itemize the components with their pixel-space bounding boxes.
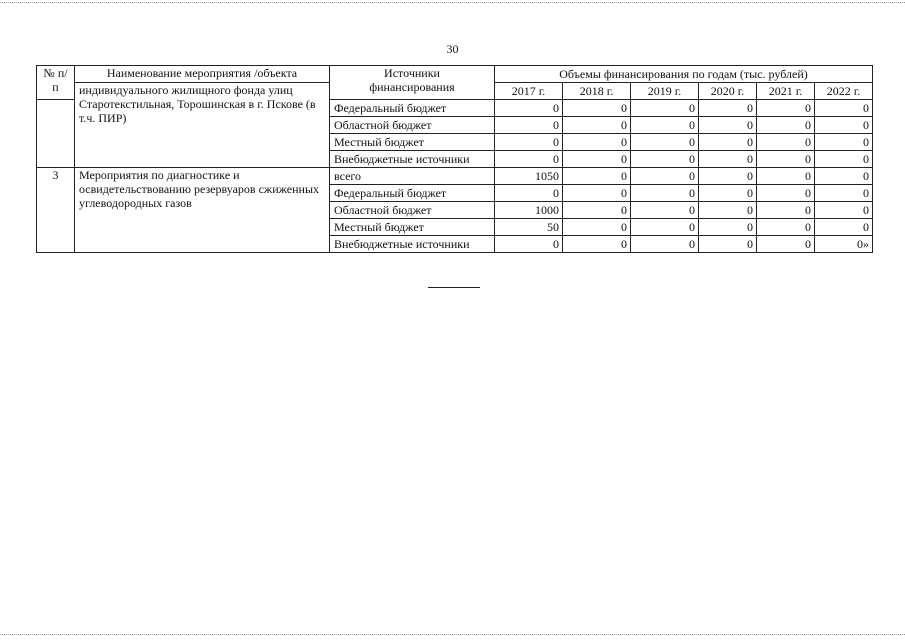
value-cell: 0	[699, 219, 757, 236]
value-cell: 0	[699, 185, 757, 202]
source-cell: Внебюджетные источники	[330, 151, 495, 168]
value-cell: 0	[563, 185, 631, 202]
source-cell: Местный бюджет	[330, 134, 495, 151]
source-cell: Местный бюджет	[330, 219, 495, 236]
value-cell: 0»	[815, 236, 873, 253]
header-row-1	[37, 66, 873, 83]
value-cell: 0	[757, 168, 815, 185]
value-cell: 0	[495, 117, 563, 134]
header-year: 2021 г.	[757, 83, 815, 100]
value-cell: 0	[699, 151, 757, 168]
header-sources: Источники финансирования	[330, 66, 495, 100]
value-cell: 0	[631, 202, 699, 219]
page-number: 30	[446, 42, 459, 56]
value-cell: 0	[699, 100, 757, 117]
value-cell: 0	[699, 168, 757, 185]
source-cell: Внебюджетные источники	[330, 236, 495, 253]
value-cell: 0	[699, 236, 757, 253]
value-cell: 0	[563, 168, 631, 185]
header-year: 2018 г.	[563, 83, 631, 100]
value-cell: 0	[495, 236, 563, 253]
value-cell: 0	[563, 100, 631, 117]
value-cell: 0	[631, 168, 699, 185]
financing-table	[36, 65, 873, 253]
header-year: 2017 г.	[495, 83, 563, 100]
value-cell: 0	[495, 151, 563, 168]
value-cell: 50	[495, 219, 563, 236]
header-year: 2020 г.	[699, 83, 757, 100]
value-cell: 0	[631, 100, 699, 117]
value-cell: 0	[495, 185, 563, 202]
header-volumes: Объемы финансирования по годам (тыс. рублей)	[495, 66, 873, 83]
value-cell: 0	[757, 185, 815, 202]
value-cell: 0	[815, 117, 873, 134]
row-number	[37, 100, 75, 168]
value-cell: 0	[563, 219, 631, 236]
value-cell: 0	[495, 134, 563, 151]
value-cell: 0	[757, 219, 815, 236]
header-year: 2022 г.	[815, 83, 873, 100]
value-cell: 0	[563, 236, 631, 253]
value-cell: 1000	[495, 202, 563, 219]
value-cell: 0	[563, 117, 631, 134]
event-name: Мероприятия по диагностике и освидетельствованию резервуаров сжиженных углеводородных газов	[75, 168, 330, 253]
header-num: № п/п	[37, 66, 75, 100]
value-cell: 0	[815, 219, 873, 236]
value-cell: 0	[699, 202, 757, 219]
value-cell: 0	[563, 202, 631, 219]
header-year: 2019 г.	[631, 83, 699, 100]
value-cell: 0	[815, 151, 873, 168]
value-cell: 0	[631, 134, 699, 151]
value-cell: 0	[757, 117, 815, 134]
event-name-continued: индивидуального жилищного фонда улиц Старотекстильная, Торошинская в г. Пскове (в т.ч. ПИР)	[75, 83, 330, 168]
value-cell: 0	[631, 185, 699, 202]
source-cell: всего	[330, 168, 495, 185]
source-cell: Федеральный бюджет	[330, 100, 495, 117]
source-cell: Федеральный бюджет	[330, 185, 495, 202]
value-cell: 0	[495, 100, 563, 117]
value-cell: 0	[815, 202, 873, 219]
value-cell: 0	[815, 100, 873, 117]
value-cell: 0	[757, 236, 815, 253]
value-cell: 0	[699, 117, 757, 134]
value-cell: 0	[815, 134, 873, 151]
value-cell: 0	[757, 151, 815, 168]
value-cell: 0	[757, 100, 815, 117]
value-cell: 0	[563, 151, 631, 168]
source-cell: Областной бюджет	[330, 202, 495, 219]
scan-bottom-edge	[0, 634, 905, 635]
header-name: Наименование мероприятия /объекта	[75, 66, 330, 83]
scan-top-edge	[0, 2, 905, 3]
end-rule	[428, 287, 480, 288]
value-cell: 0	[631, 151, 699, 168]
value-cell: 0	[631, 236, 699, 253]
value-cell: 0	[563, 134, 631, 151]
value-cell: 0	[631, 219, 699, 236]
table-row	[37, 168, 873, 185]
value-cell: 1050	[495, 168, 563, 185]
value-cell: 0	[815, 185, 873, 202]
value-cell: 0	[757, 134, 815, 151]
source-cell: Областной бюджет	[330, 117, 495, 134]
value-cell: 0	[757, 202, 815, 219]
value-cell: 0	[631, 117, 699, 134]
row-number: 3	[37, 168, 75, 253]
value-cell: 0	[699, 134, 757, 151]
value-cell: 0	[815, 168, 873, 185]
